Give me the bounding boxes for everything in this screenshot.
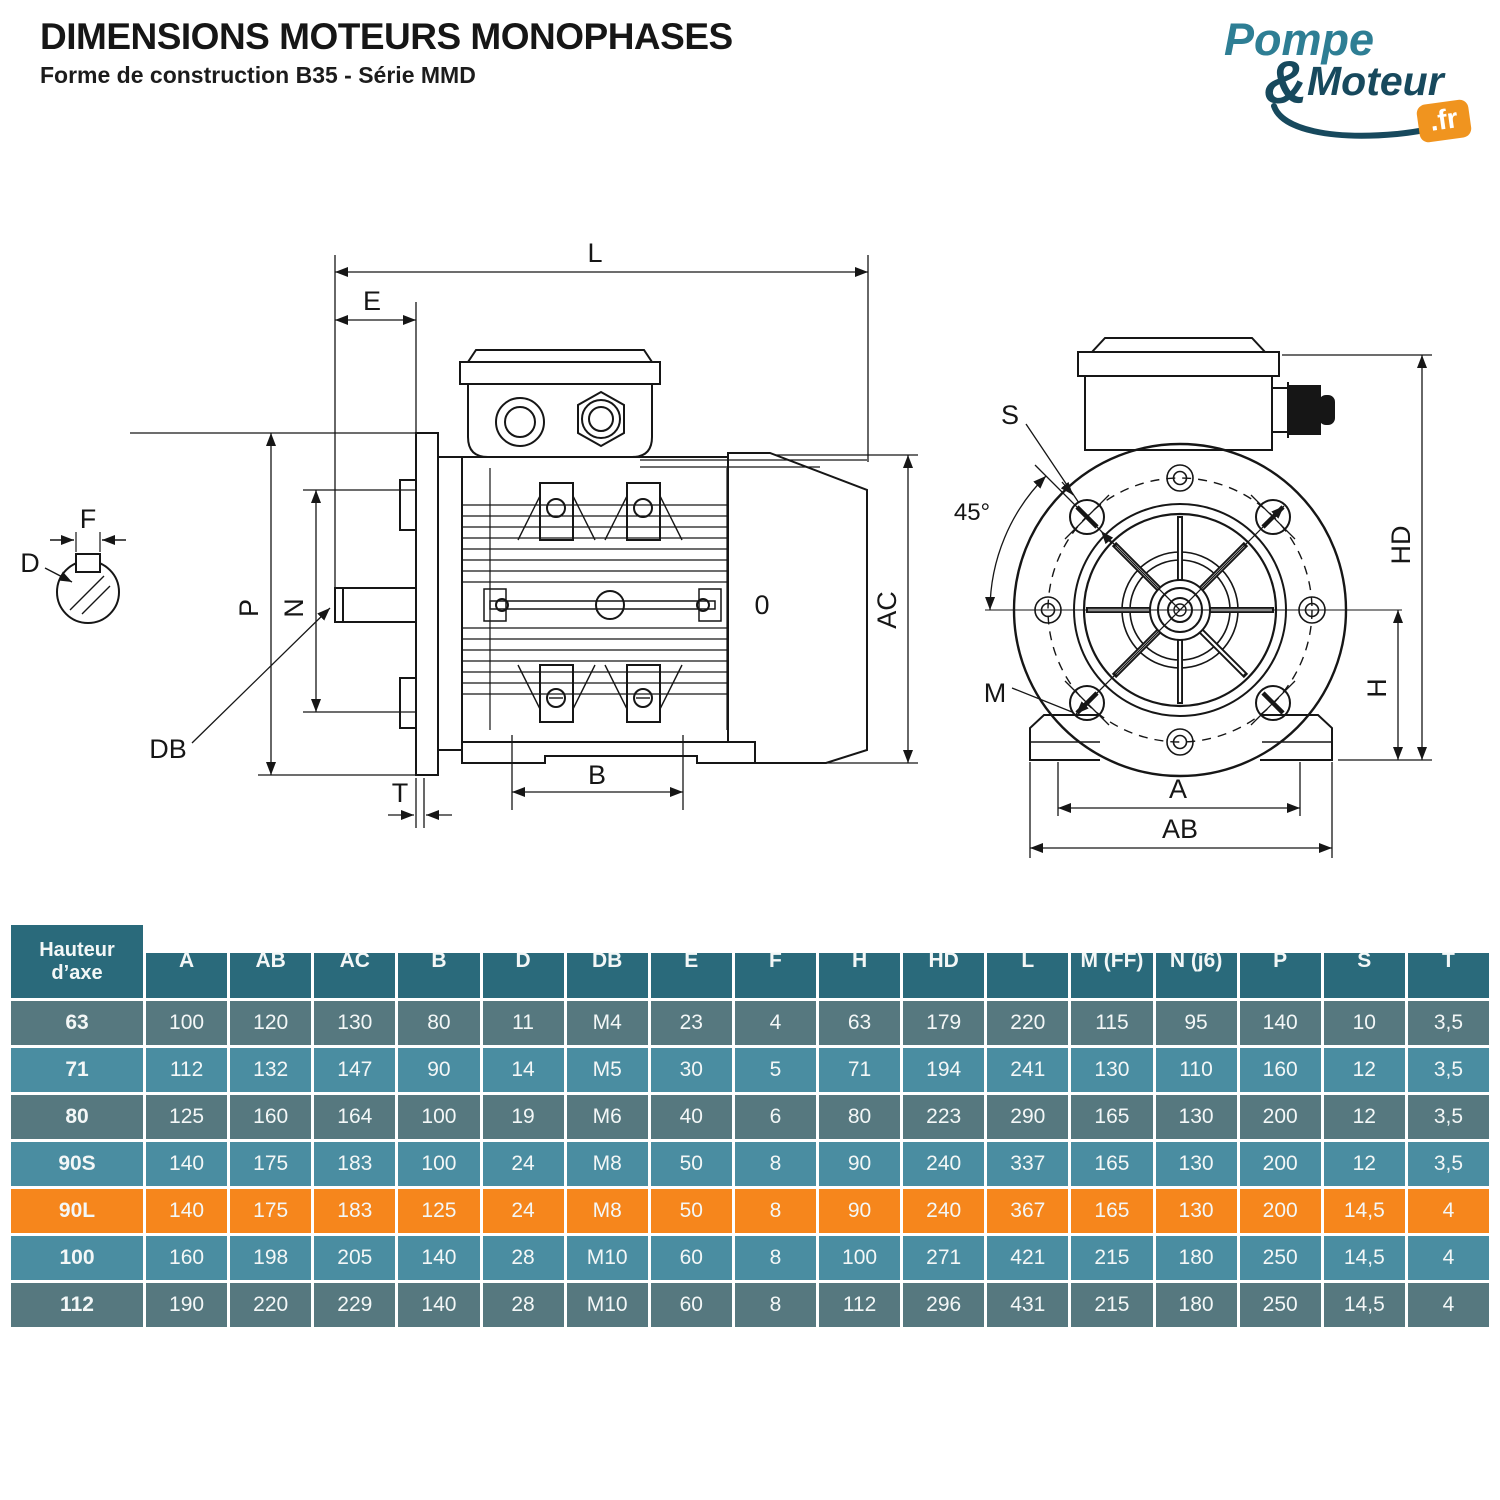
side-label-T: T <box>391 778 409 808</box>
table-cell: 90 <box>398 1048 479 1092</box>
table-cell: 80 <box>398 1001 479 1045</box>
table-row-90s <box>11 1142 1489 1186</box>
table-row-100 <box>11 1236 1489 1280</box>
dimensions-table-wrap <box>8 922 1492 1330</box>
table-cell: 190 <box>146 1283 227 1327</box>
dim-table-head-row <box>11 925 1489 998</box>
table-cell: 12 <box>1324 1048 1405 1092</box>
table-cell: 160 <box>230 1095 311 1139</box>
front-label-S: S <box>1000 400 1020 430</box>
col-header-db: DB <box>567 925 648 998</box>
table-cell: 241 <box>987 1048 1068 1092</box>
col-header-b: B <box>398 925 479 998</box>
table-cell: 60 <box>651 1236 732 1280</box>
row-label: 112 <box>11 1283 143 1327</box>
table-cell: 223 <box>903 1095 984 1139</box>
table-cell: 14,5 <box>1324 1236 1405 1280</box>
table-cell: M10 <box>567 1283 648 1327</box>
side-label-O: 0 <box>754 590 770 620</box>
table-cell: 179 <box>903 1001 984 1045</box>
table-cell: 6 <box>735 1095 816 1139</box>
dim-DB-leader <box>192 608 330 743</box>
table-cell: 130 <box>1156 1095 1237 1139</box>
table-cell: 160 <box>146 1236 227 1280</box>
shaft-section-detail <box>45 532 126 623</box>
table-cell: 421 <box>987 1236 1068 1280</box>
table-cell: 215 <box>1071 1283 1152 1327</box>
side-label-DB: DB <box>149 734 187 764</box>
table-cell: 4 <box>1408 1236 1489 1280</box>
row-label: 90S <box>11 1142 143 1186</box>
table-cell: 205 <box>314 1236 395 1280</box>
table-cell: M10 <box>567 1236 648 1280</box>
table-cell: 90 <box>819 1142 900 1186</box>
table-cell: 5 <box>735 1048 816 1092</box>
side-label-D: D <box>20 548 40 578</box>
table-cell: M8 <box>567 1142 648 1186</box>
table-cell: 250 <box>1240 1283 1321 1327</box>
motor-shaft <box>335 588 416 622</box>
table-cell: 23 <box>651 1001 732 1045</box>
table-row-90l <box>11 1189 1489 1233</box>
col-header-hauteur-axe: Hauteur d’axe <box>11 925 143 998</box>
table-row-63 <box>11 1001 1489 1045</box>
table-cell: 3,5 <box>1408 1048 1489 1092</box>
col-header-m-ff: M (FF) <box>1071 925 1152 998</box>
front-label-45: 45° <box>953 499 991 526</box>
side-label-L: L <box>587 238 603 268</box>
col-header-a: A <box>146 925 227 998</box>
table-cell: 40 <box>651 1095 732 1139</box>
table-cell: 95 <box>1156 1001 1237 1045</box>
front-label-H: H <box>1362 678 1392 698</box>
table-cell: 11 <box>483 1001 564 1045</box>
logo-word-pompe: Pompe <box>1224 14 1375 65</box>
dimensions-table <box>8 922 1492 1330</box>
front-label-HD: HD <box>1386 525 1416 565</box>
table-cell: 50 <box>651 1142 732 1186</box>
dim-table-body <box>11 1001 1489 1327</box>
motor-flange <box>400 433 462 775</box>
side-label-B: B <box>587 760 607 790</box>
table-cell: 28 <box>483 1283 564 1327</box>
table-cell: 120 <box>230 1001 311 1045</box>
table-cell: 24 <box>483 1142 564 1186</box>
page-subtitle: Forme de construction B35 - Série MMD <box>40 62 476 88</box>
side-label-AC: AC <box>872 591 902 629</box>
motor-body-side <box>462 457 755 763</box>
table-cell: 60 <box>651 1283 732 1327</box>
table-cell: 147 <box>314 1048 395 1092</box>
table-cell: 296 <box>903 1283 984 1327</box>
table-cell: 200 <box>1240 1142 1321 1186</box>
table-cell: 63 <box>819 1001 900 1045</box>
logo-ampersand: & <box>1264 49 1308 116</box>
table-row-71 <box>11 1048 1489 1092</box>
table-cell: 14,5 <box>1324 1283 1405 1327</box>
col-header-f: F <box>735 925 816 998</box>
table-cell: 431 <box>987 1283 1068 1327</box>
table-cell: 198 <box>230 1236 311 1280</box>
table-cell: M4 <box>567 1001 648 1045</box>
table-cell: 229 <box>314 1283 395 1327</box>
table-cell: 175 <box>230 1142 311 1186</box>
table-cell: 220 <box>987 1001 1068 1045</box>
terminal-box-side <box>460 350 660 457</box>
table-cell: 30 <box>651 1048 732 1092</box>
table-cell: 290 <box>987 1095 1068 1139</box>
table-cell: 3,5 <box>1408 1095 1489 1139</box>
table-cell: 100 <box>819 1236 900 1280</box>
table-cell: 337 <box>987 1142 1068 1186</box>
table-cell: 160 <box>1240 1048 1321 1092</box>
table-cell: 8 <box>735 1189 816 1233</box>
table-cell: 112 <box>146 1048 227 1092</box>
table-cell: 8 <box>735 1142 816 1186</box>
dim-angle-45 <box>990 465 1180 610</box>
table-cell: 4 <box>735 1001 816 1045</box>
col-header-e: E <box>651 925 732 998</box>
table-cell: 71 <box>819 1048 900 1092</box>
table-cell: 175 <box>230 1189 311 1233</box>
table-cell: 24 <box>483 1189 564 1233</box>
front-label-M: M <box>983 678 1007 708</box>
table-cell: 8 <box>735 1283 816 1327</box>
dim-L <box>335 255 868 590</box>
table-cell: 367 <box>987 1189 1068 1233</box>
side-label-P: P <box>234 598 264 618</box>
table-cell: 180 <box>1156 1236 1237 1280</box>
technical-drawings <box>0 210 1500 900</box>
table-cell: 200 <box>1240 1189 1321 1233</box>
table-cell: 14,5 <box>1324 1189 1405 1233</box>
col-header-t: T <box>1408 925 1489 998</box>
table-cell: 140 <box>398 1236 479 1280</box>
table-cell: 140 <box>146 1189 227 1233</box>
side-label-E: E <box>362 286 382 316</box>
table-cell: M6 <box>567 1095 648 1139</box>
row-label: 100 <box>11 1236 143 1280</box>
col-header-n-j6: N (j6) <box>1156 925 1237 998</box>
table-cell: 165 <box>1071 1142 1152 1186</box>
table-cell: 115 <box>1071 1001 1152 1045</box>
front-label-A: A <box>1168 774 1188 804</box>
table-row-112 <box>11 1283 1489 1327</box>
table-cell: 165 <box>1071 1095 1152 1139</box>
row-label: 90L <box>11 1189 143 1233</box>
table-cell: 164 <box>314 1095 395 1139</box>
table-cell: 140 <box>1240 1001 1321 1045</box>
table-cell: 250 <box>1240 1236 1321 1280</box>
table-cell: 50 <box>651 1189 732 1233</box>
table-cell: 14 <box>483 1048 564 1092</box>
table-cell: 130 <box>1156 1189 1237 1233</box>
table-cell: 183 <box>314 1189 395 1233</box>
header <box>40 16 733 89</box>
col-header-p: P <box>1240 925 1321 998</box>
row-label: 63 <box>11 1001 143 1045</box>
side-label-F: F <box>79 504 97 534</box>
table-cell: 183 <box>314 1142 395 1186</box>
table-cell: 140 <box>398 1283 479 1327</box>
table-cell: 3,5 <box>1408 1142 1489 1186</box>
page-title: DIMENSIONS MOTEURS MONOPHASES <box>40 16 733 57</box>
table-cell: 3,5 <box>1408 1001 1489 1045</box>
table-cell: 112 <box>819 1283 900 1327</box>
dim-E <box>335 302 416 433</box>
col-header-ab: AB <box>230 925 311 998</box>
table-cell: 130 <box>1071 1048 1152 1092</box>
table-cell: 12 <box>1324 1142 1405 1186</box>
table-cell: 8 <box>735 1236 816 1280</box>
table-cell: 194 <box>903 1048 984 1092</box>
table-cell: 28 <box>483 1236 564 1280</box>
table-cell: 4 <box>1408 1283 1489 1327</box>
table-cell: 12 <box>1324 1095 1405 1139</box>
table-cell: 125 <box>146 1095 227 1139</box>
table-cell: 80 <box>819 1095 900 1139</box>
table-row-80 <box>11 1095 1489 1139</box>
table-cell: 240 <box>903 1142 984 1186</box>
dim-P <box>130 433 416 775</box>
col-header-h: H <box>819 925 900 998</box>
table-cell: 110 <box>1156 1048 1237 1092</box>
front-view-drawing <box>985 338 1432 858</box>
table-cell: 19 <box>483 1095 564 1139</box>
table-cell: 130 <box>314 1001 395 1045</box>
col-header-s: S <box>1324 925 1405 998</box>
logo-tld-badge: .fr <box>1416 99 1473 144</box>
table-cell: 180 <box>1156 1283 1237 1327</box>
table-cell: 140 <box>146 1142 227 1186</box>
table-cell: 10 <box>1324 1001 1405 1045</box>
table-cell: 90 <box>819 1189 900 1233</box>
logo-word-moteur: Moteur <box>1307 58 1444 104</box>
table-cell: 165 <box>1071 1189 1152 1233</box>
col-header-hd: HD <box>903 925 984 998</box>
col-header-ac: AC <box>314 925 395 998</box>
col-header-d: D <box>483 925 564 998</box>
table-cell: 4 <box>1408 1189 1489 1233</box>
side-label-N: N <box>279 598 309 618</box>
table-cell: 130 <box>1156 1142 1237 1186</box>
front-label-AB: AB <box>1161 814 1199 844</box>
row-label: 80 <box>11 1095 143 1139</box>
table-cell: M8 <box>567 1189 648 1233</box>
table-cell: 220 <box>230 1283 311 1327</box>
col-header-l: L <box>987 925 1068 998</box>
table-cell: 100 <box>398 1095 479 1139</box>
table-cell: M5 <box>567 1048 648 1092</box>
table-cell: 200 <box>1240 1095 1321 1139</box>
table-cell: 100 <box>398 1142 479 1186</box>
table-cell: 240 <box>903 1189 984 1233</box>
table-cell: 132 <box>230 1048 311 1092</box>
table-cell: 100 <box>146 1001 227 1045</box>
brand-logo[interactable] <box>1212 8 1472 153</box>
table-cell: 271 <box>903 1236 984 1280</box>
row-label: 71 <box>11 1048 143 1092</box>
table-cell: 215 <box>1071 1236 1152 1280</box>
table-cell: 125 <box>398 1189 479 1233</box>
